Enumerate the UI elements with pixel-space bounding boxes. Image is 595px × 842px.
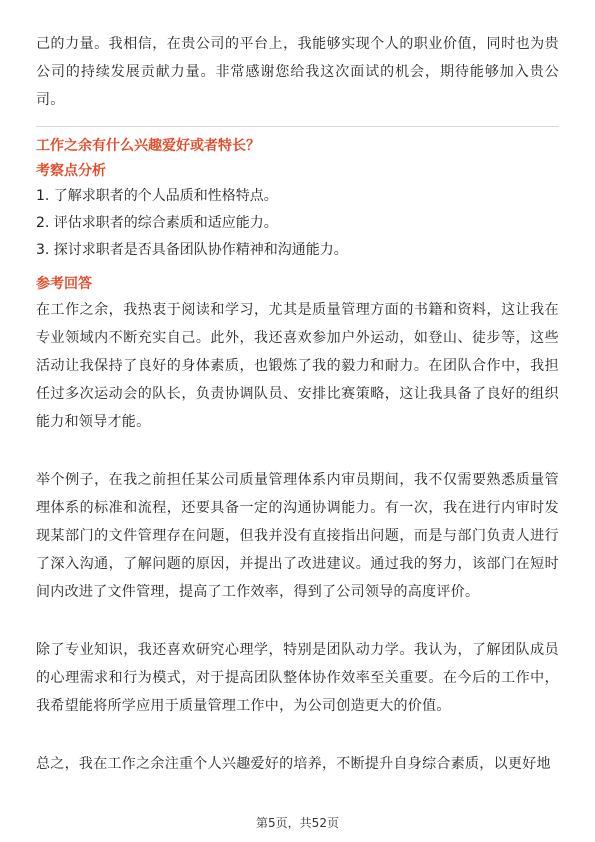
paragraph-gap (36, 720, 559, 750)
analysis-heading: 考察点分析 (36, 163, 106, 179)
intro-paragraph: 己的力量。我相信，在贵公司的平台上，我能够实现个人的职业价值，同时也为贵公司的持续发展贡献力量。非常感谢您给我这次面试的机会，期待能够加入贵公司。 (36, 36, 559, 108)
paragraph-gap (36, 606, 559, 636)
answer-paragraph: 举个例子，在我之前担任某公司质量管理体系内审员期间，我不仅需要熟悉质量管理体系的标准和流程，还要具备一定的沟通协调能力。有一次，我在进行内审时发现某部门的文件管理存在问题，但我并没有直接指出问题，而是与部门负责人进行了深入沟通，了解问题的原因，并提出了改进建议。通过我的努力，该部门在短时间内改进了文件管理，提高了工作效率，得到了公司领导的高度评价。 (36, 472, 559, 600)
answer-paragraph: 除了专业知识，我还喜欢研究心理学，特别是团队动力学。我认为，了解团队成员的心理需求和行为模式，对于提高团队整体协作效率至关重要。在今后的工作中，我希望能将所学应用于质量管理工作中，为公司创造更大的价值。 (36, 642, 559, 714)
document-page (36, 30, 559, 778)
answer-heading: 参考回答 (36, 276, 92, 292)
section-divider (36, 126, 559, 127)
question-heading: 工作之余有什么兴趣爱好或者特长？ (36, 138, 260, 154)
analysis-item: 3. 探讨求职者是否具备团队协作精神和沟通能力。 (36, 242, 348, 258)
analysis-item: 2. 评估求职者的综合素质和适应能力。 (36, 215, 278, 231)
answer-paragraph: 在工作之余，我热衷于阅读和学习，尤其是质量管理方面的书籍和资料，这让我在专业领域内不断充实自己。此外，我还喜欢参加户外运动，如登山、徒步等，这些活动让我保持了良好的身体素质，也锻炼了我的毅力和耐力。在团队合作中，我担任过多次运动会的队长，负责协调队员、安排比赛策略，这让我具备了良好的组织能力和领导才能。 (36, 302, 559, 430)
answer-paragraph: 总之，我在工作之余注重个人兴趣爱好的培养，不断提升自身综合素质，以更好地 (36, 756, 551, 772)
paragraph-gap (36, 436, 559, 466)
page-number: 第5页，共52页 (256, 816, 339, 830)
analysis-item: 1. 了解求职者的个人品质和性格特点。 (36, 188, 278, 204)
